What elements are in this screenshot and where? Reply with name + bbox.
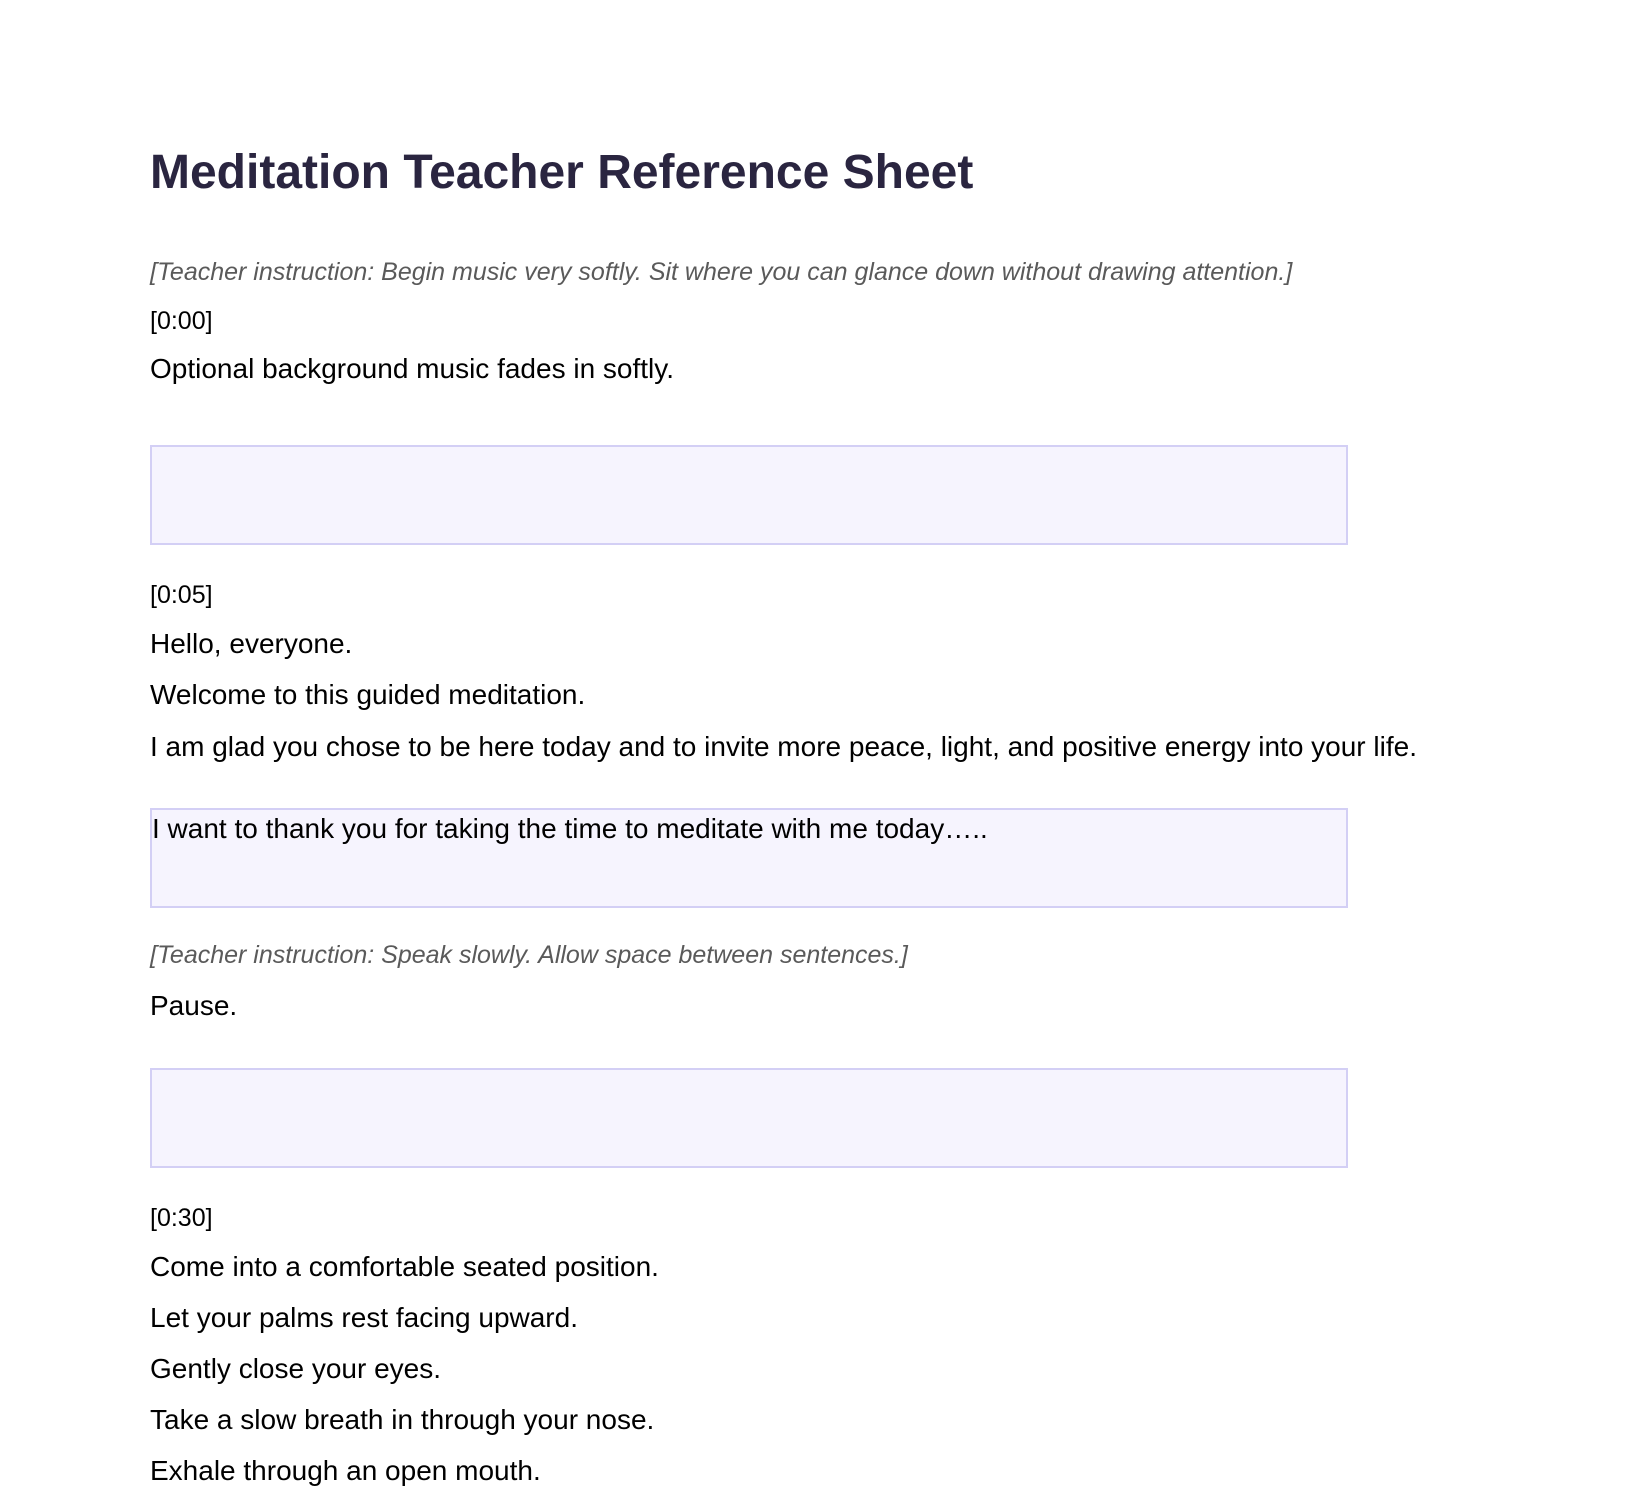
script-line: Welcome to this guided meditation. (150, 679, 586, 710)
script-line: Optional background music fades in softly. (150, 353, 674, 384)
timestamp: [0:30] (150, 1204, 213, 1232)
page-title: Meditation Teacher Reference Sheet (150, 146, 974, 199)
teacher-note-field[interactable] (150, 445, 1348, 545)
teacher-note-field[interactable] (150, 1068, 1348, 1168)
script-line: Let your palms rest facing upward. (150, 1302, 578, 1333)
teacher-note-field[interactable]: I want to thank you for taking the time to meditate with me today….. (150, 808, 1348, 908)
script-line: Exhale through an open mouth. (150, 1455, 541, 1486)
script-line: Gently close your eyes. (150, 1353, 442, 1384)
timestamp: [0:00] (150, 307, 213, 335)
teacher-instruction: [Teacher instruction: Begin music very softly. Sit where you can glance down without drawing attention.] (150, 258, 1293, 286)
script-line: Take a slow breath in through your nose. (150, 1404, 655, 1435)
script-line: Hello, everyone. (150, 628, 353, 659)
script-line: Pause. (150, 990, 238, 1021)
script-line: I am glad you chose to be here today and to invite more peace, light, and positive energy into your life. (150, 731, 1417, 762)
script-line: Come into a comfortable seated position. (150, 1251, 659, 1282)
teacher-instruction: [Teacher instruction: Speak slowly. Allow space between sentences.] (150, 941, 908, 969)
timestamp: [0:05] (150, 581, 213, 609)
